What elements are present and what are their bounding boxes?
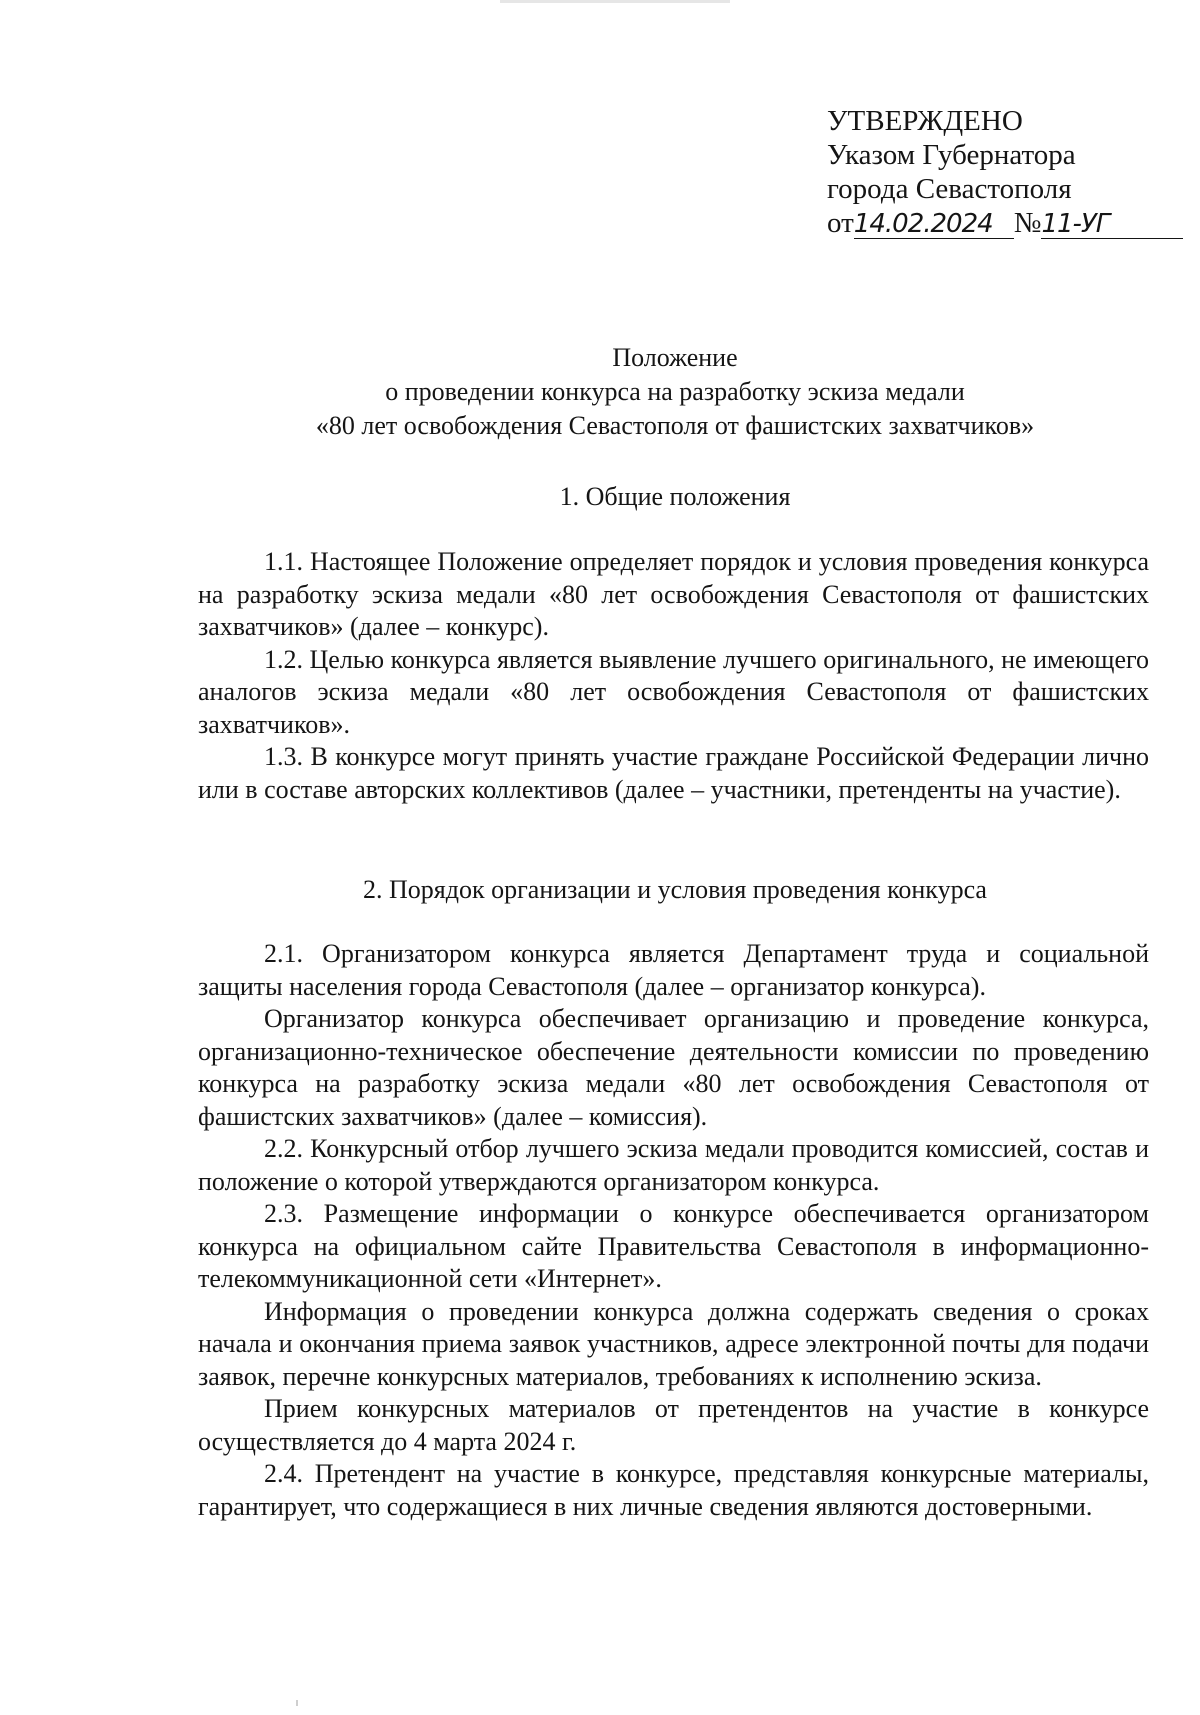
paragraph-1-3: 1.3. В конкурсе могут принять участие граждане Российской Федерации лично или в составе авторских коллективов (далее – участники, претенденты на участие).	[198, 742, 1149, 804]
approval-date-number-line	[827, 206, 1183, 240]
section-2-heading: 2. Порядок организации и условия проведения конкурса	[363, 875, 987, 904]
paragraph-deadline: Прием конкурсных материалов от претендентов на участие в конкурсе осуществляется до 4 марта 2024 г.	[198, 1394, 1149, 1456]
section-1-heading: 1. Общие положения	[559, 482, 791, 511]
paragraph-2-1: 2.1. Организатором конкурса является Департамент труда и социальной защиты населения города Севастополя (далее – организатор конкурса).	[198, 939, 1149, 1001]
paragraph-1-2: 1.2. Целью конкурса является выявление лучшего оригинального, не имеющего аналогов эскиза медали «80 лет освобождения Севастополя от фашистских захватчиков».	[198, 644, 1149, 739]
title-line-1: Положение	[612, 343, 738, 372]
approval-stamp-block	[827, 104, 1183, 240]
paragraph-info-contents: Информация о проведении конкурса должна содержать сведения о сроках начала и окончания приема заявок участников, адресе электронной почты для подачи заявок, перечне конкурсных материалов, требованиях к исполнению эскиза.	[198, 1296, 1149, 1391]
handwritten-number: 11-УГ	[1041, 210, 1183, 239]
title-line-2: о проведении конкурса на разработку эскиза медали	[385, 377, 965, 406]
number-sign: №	[1013, 207, 1042, 239]
section-1-body	[198, 546, 1149, 806]
paragraph-2-3: 2.3. Размещение информации о конкурсе обеспечивается организатором конкурса на официальном сайте Правительства Севастополя в информационно-телекоммуникационной сети «Интернет».	[198, 1199, 1149, 1293]
approval-line-city: города Севастополя	[827, 173, 1072, 205]
document-title	[200, 341, 1150, 443]
approval-line-decree: Указом Губернатора	[827, 139, 1076, 171]
date-prefix: от	[827, 207, 854, 239]
section-2-body	[198, 938, 1149, 1523]
paragraph-1-1: 1.1. Настоящее Положение определяет порядок и условия проведения конкурса на разработку эскиза медали «80 лет освобождения Севастополя от фашистских захватчиков» (далее – конкурс).	[198, 547, 1149, 641]
title-line-3: «80 лет освобождения Севастополя от фашистских захватчиков»	[315, 411, 1035, 440]
handwritten-date: 14.02.2024	[854, 210, 1014, 239]
paragraph-organizer-duties: Организатор конкурса обеспечивает организацию и проведение конкурса, организационно-техническое обеспечение деятельности комиссии по проведению конкурса на разработку эскиза медали «80 лет освобождения Севастополя от фашистских захватчиков» (далее – комиссия).	[198, 1004, 1149, 1131]
approval-line-approved: УТВЕРЖДЕНО	[827, 105, 1023, 137]
paragraph-2-2: 2.2. Конкурсный отбор лучшего эскиза медали проводится комиссией, состав и положение о которой утверждаются организатором конкурса.	[198, 1134, 1149, 1196]
paragraph-2-4: 2.4. Претендент на участие в конкурсе, представляя конкурсные материалы, гарантирует, что содержащиеся в них личные сведения являются достоверными.	[198, 1459, 1149, 1521]
scan-artifact-dot	[296, 1700, 298, 1706]
scan-artifact	[500, 0, 730, 3]
